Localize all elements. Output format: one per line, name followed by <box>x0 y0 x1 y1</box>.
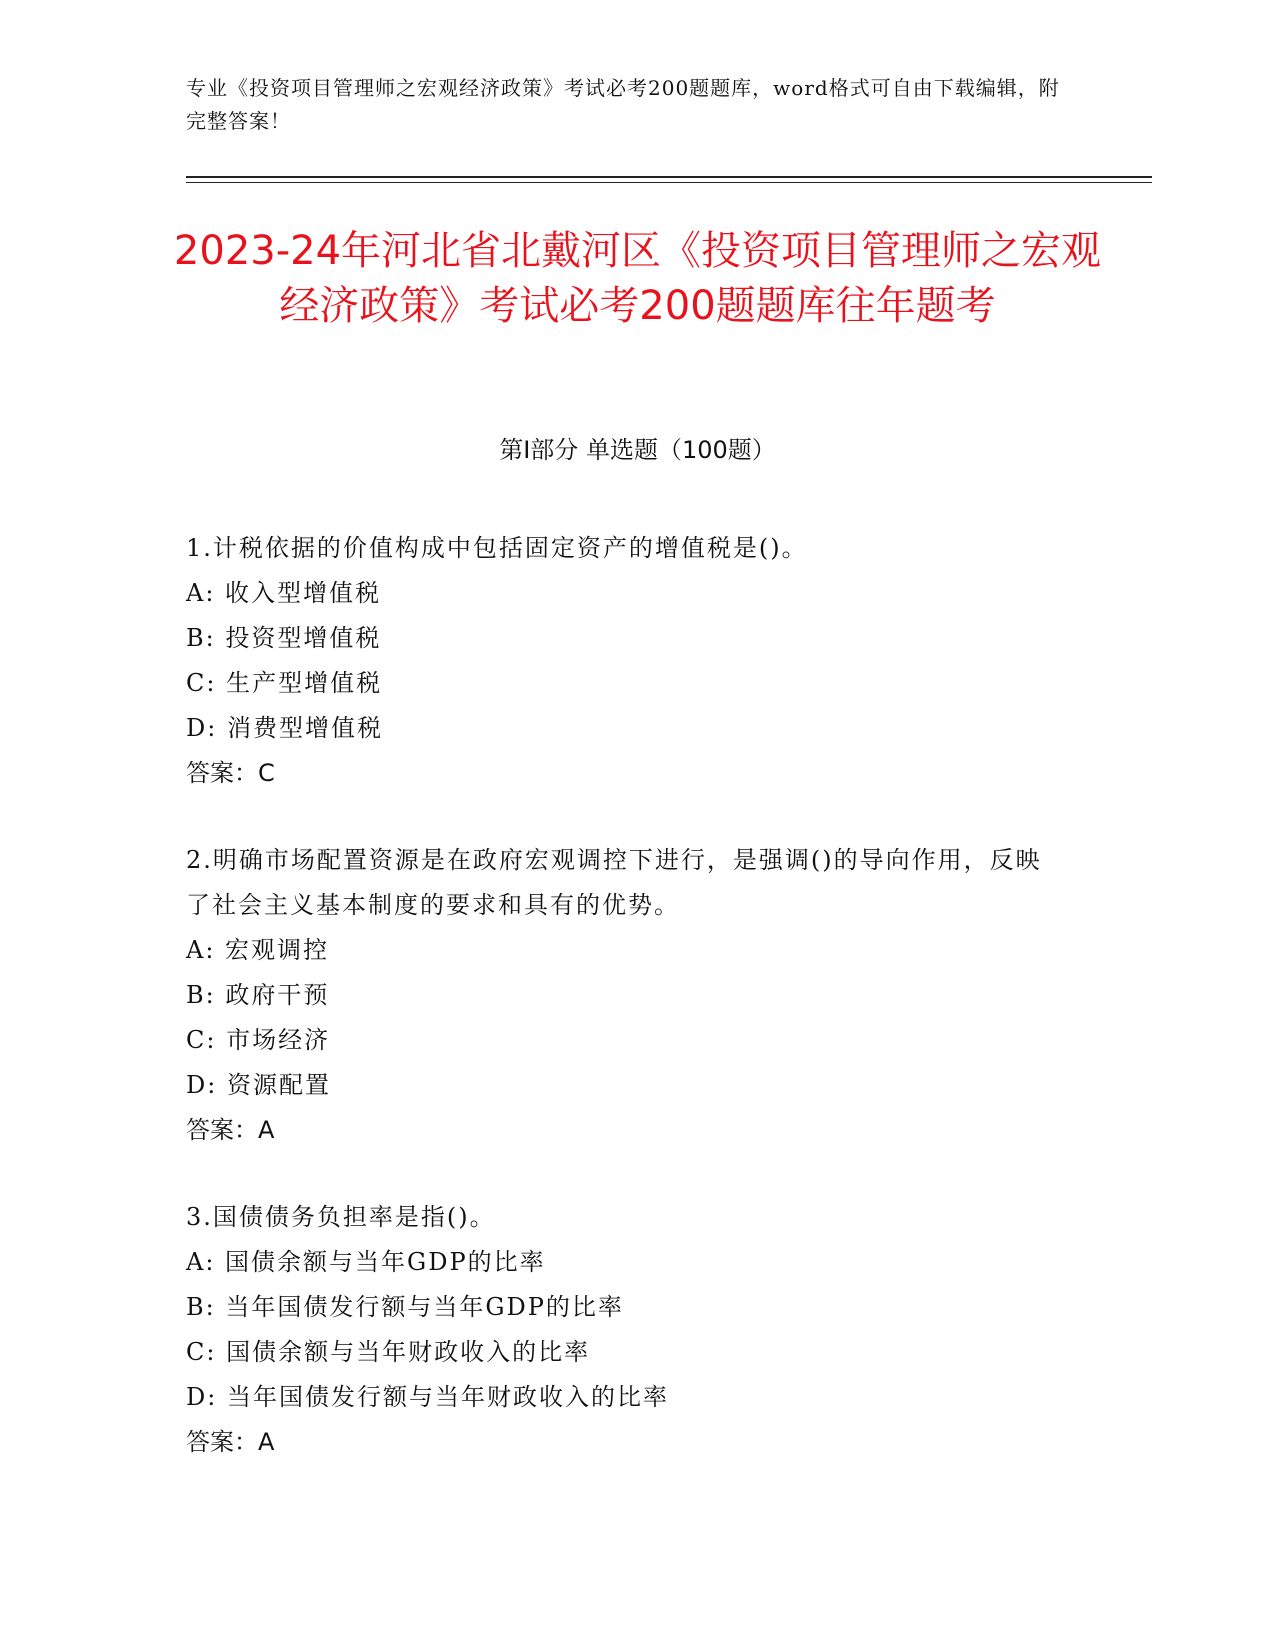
question-item <box>186 1195 1066 1465</box>
section-title: 第I部分 单选题（100题） <box>499 436 776 464</box>
question-item <box>186 838 1066 1153</box>
document-title: 2023-24年河北省北戴河区《投资项目管理师之宏观经济政策》考试必考200题题库往年题考 <box>173 228 1102 329</box>
option-d: D: 资源配置 <box>186 1071 331 1099</box>
option-b: B: 投资型增值税 <box>186 624 382 652</box>
answer-label: 答案：C <box>186 759 275 787</box>
option-c: C: 国债余额与当年财政收入的比率 <box>186 1338 591 1366</box>
option-b: B: 当年国债发行额与当年GDP的比率 <box>186 1293 624 1321</box>
option-b: B: 政府干预 <box>186 981 330 1009</box>
header-divider <box>186 176 1152 178</box>
option-a: A: 国债余额与当年GDP的比率 <box>186 1248 546 1276</box>
option-a: A: 收入型增值税 <box>186 579 382 607</box>
option-c: C: 市场经济 <box>186 1026 331 1054</box>
header-note: 专业《投资项目管理师之宏观经济政策》考试必考200题题库，word格式可自由下载编辑，附完整答案！ <box>186 76 1060 133</box>
option-d: D: 消费型增值税 <box>186 714 383 742</box>
question-stem: 1.计税依据的价值构成中包括固定资产的增值税是()。 <box>186 534 808 562</box>
question-item <box>186 526 1066 796</box>
option-a: A: 宏观调控 <box>186 936 330 964</box>
option-c: C: 生产型增值税 <box>186 669 383 697</box>
question-stem: 2.明确市场配置资源是在政府宏观调控下进行，是强调()的导向作用，反映了社会主义基本制度的要求和具有的优势。 <box>186 846 1042 919</box>
answer-label: 答案：A <box>186 1428 275 1456</box>
question-list <box>186 526 1066 1507</box>
answer-label: 答案：A <box>186 1116 275 1144</box>
option-d: D: 当年国债发行额与当年财政收入的比率 <box>186 1383 669 1411</box>
header-divider-thin <box>186 182 1152 183</box>
question-stem: 3.国债债务负担率是指()。 <box>186 1203 496 1231</box>
